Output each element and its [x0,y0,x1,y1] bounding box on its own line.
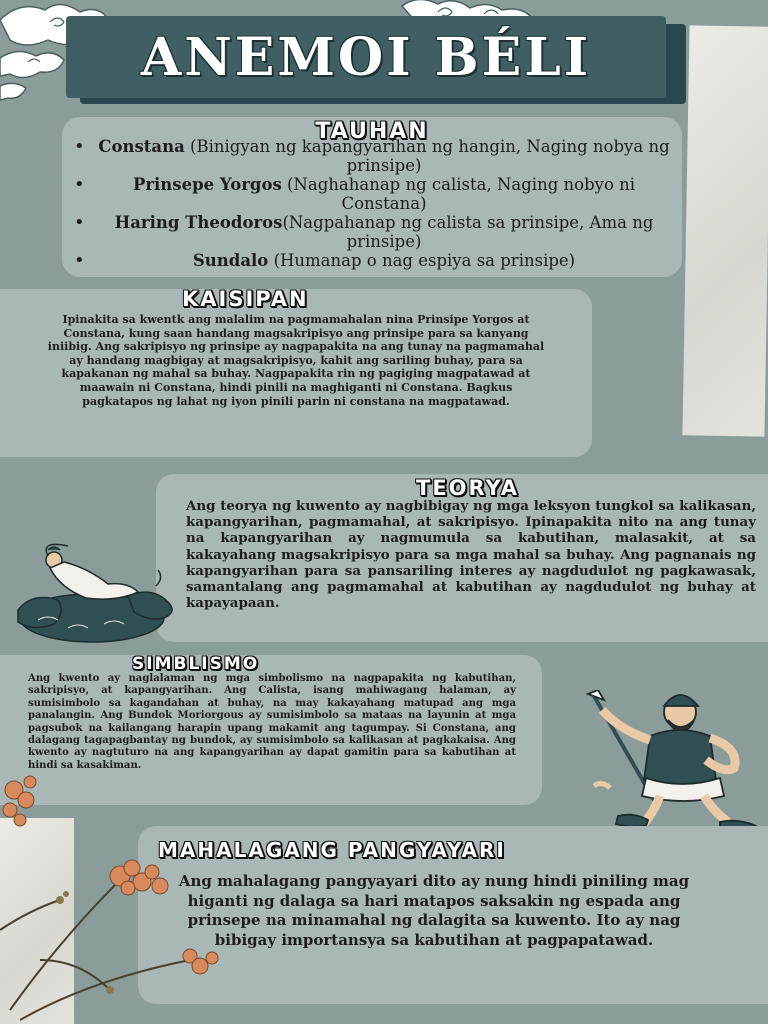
tauhan-list [70,137,674,270]
character-desc: (Humanap o nag espiya sa prinsipe) [273,251,576,270]
teorya-heading: TEORYA [416,476,519,500]
list-item [70,213,674,251]
character-name: Prinsepe Yorgos [132,175,282,194]
pangyayari-body: Ang mahalagang pangyayari dito ay nung hindi piniling mag higanti ng dalaga sa hari matapos saksakin ng espada ang prinsepe na minamahal ng dalagita sa kuwento. Ito ay nag bibigay importansya sa kabutihan at pagpapatawad. [178,872,690,949]
fighters-illustration-icon [8,540,188,646]
warrior-illustration-icon [584,690,768,842]
tauhan-heading: TAUHAN [315,119,429,144]
character-name: Haring Theodoros [114,213,283,232]
kaisipan-body: Ipinakita sa kwentk ang malalim na pagmamahalan nina Prinsipe Yorgos at Constana, kung saan handang magsakripisyo ang prinsipe para sa kanyang iniibig. Ang sakripisyo ng prinsipe ay nagpapakita na ang tunay na pagmamahal ay handang magbigay at magsakripisyo, kahit ang sariling buhay, para sa kapakanan ng mahal sa buhay. Nagpapakita rin ng pagiging magpatawad at maawain ni Constana, hindi pinili na maghiganti ni Constana. Bagkus pagkatapos ng lahat ng iyon pinili parin ni constana na magpatawad. [47,313,545,408]
list-item [70,251,674,270]
kaisipan-heading: KAISIPAN [182,287,309,311]
character-name: Sundalo [192,251,269,270]
kaisipan-panel [0,289,592,457]
character-desc: (Naghahanap ng calista, Naging nobyo ni Constana) [287,175,636,213]
pangyayari-heading: MAHALAGANG PANGYAYARI [158,838,506,862]
teorya-panel [156,474,768,642]
tauhan-panel [62,117,682,277]
list-item [70,137,674,175]
dried-flower-icon [0,760,240,1024]
character-name: Constana [98,137,185,156]
paper-strip-right [682,25,768,436]
character-desc: (Binigyan ng kapangyarihan ng hangin, Naging nobya ng prinsipe) [190,137,670,175]
list-item [70,175,674,213]
simblismo-heading: SIMBLISMO [132,654,260,674]
title-banner [66,16,666,98]
teorya-body: Ang teorya ng kuwento ay nagbibigay ng mga leksyon tungkol sa kalikasan, kapangyarihan, pagmamahal, at sakripisyo. Ipinapakita nito na ang tunay na kapangyarihan ay nagmumula sa kabutihan, malasakit, at sa kakayahang magsakripisyo para sa mga mahal sa buhay. Ang pagnanais ng kapangyarihan para sa pansariling interes ay nagdudulot ng pagkawasak, samantalang ang pagmamahal at kabutihan ay nagdudulot ng buhay at kapayapaan. [186,498,756,612]
page-title: ANEMOI BÉLI [140,26,592,88]
simblismo-body: Ang kwento ay naglalaman ng mga simbolismo na nagpapakita ng kabutihan, sakripisyo, at kapangyarihan. Ang Calista, isang mahiwagang halaman, ay sumisimbolo sa kagandahan at buhay, na may kakayahang matupad ang mga panalangin. Ang Bundok Moriorgous ay sumisimbolo sa mataas na layunin at mga pagsubok na kailangang harapin upang makamit ang tagumpay. Si Constana, ang dalagang tagapagbantay ng bundok, ay sumisimbolo sa kalikasan at pagkakaisa. Ang kwento ay nagtuturo na ang kapangyarihan ay dapat gamitin para sa kabutihan at hindi sa kasakiman. [28,673,516,771]
character-desc: (Nagpahanap ng calista sa prinsipe, Ama ng prinsipe) [282,213,654,251]
